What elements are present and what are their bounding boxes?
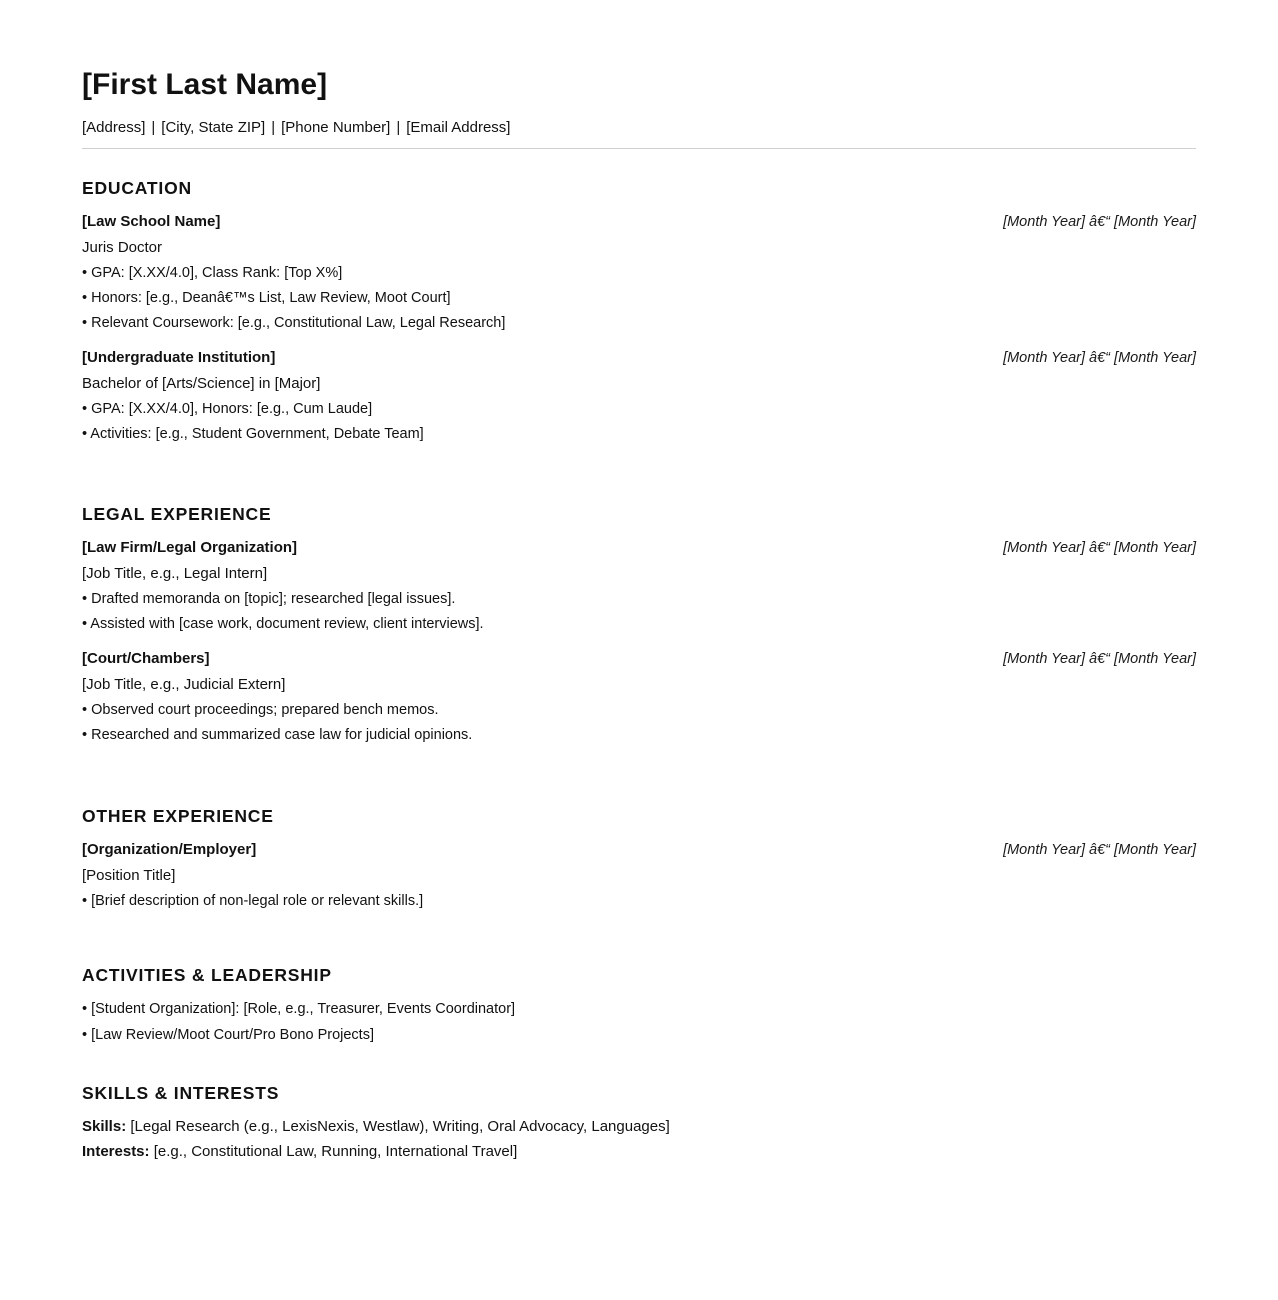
- header-divider: [82, 148, 1196, 149]
- contact-address: [Address]: [82, 119, 146, 136]
- bullet-item: • Assisted with [case work, document review, client interviews].: [82, 616, 484, 632]
- date-range: [Month Year] â€“ [Month Year]: [1003, 350, 1196, 366]
- bullet-item: • Activities: [e.g., Student Government, Debate Team]: [82, 426, 424, 442]
- candidate-name: [First Last Name]: [82, 68, 328, 101]
- section-other-experience: [82, 804, 1196, 911]
- organization-name: [Court/Chambers]: [82, 650, 210, 667]
- degree: Juris Doctor: [82, 239, 163, 256]
- contact-line: [82, 119, 510, 136]
- skills-value: [Legal Research (e.g., LexisNexis, Westlaw), Writing, Oral Advocacy, Languages]: [126, 1118, 670, 1135]
- bullet-item: • Drafted memoranda on [topic]; researched [legal issues].: [82, 591, 456, 607]
- bullet-item: • GPA: [X.XX/4.0], Class Rank: [Top X%]: [82, 265, 343, 281]
- section-heading: OTHER EXPERIENCE: [82, 806, 274, 826]
- position-title: [Position Title]: [82, 867, 176, 884]
- date-range: [Month Year] â€“ [Month Year]: [1003, 842, 1196, 858]
- education-entry: [82, 212, 1196, 333]
- section-heading: ACTIVITIES & LEADERSHIP: [82, 965, 332, 985]
- separator: |: [271, 119, 276, 136]
- interests-line: [82, 1142, 1196, 1162]
- bullet-item: • Researched and summarized case law for judicial opinions.: [82, 727, 473, 743]
- section-legal-experience: [82, 502, 1196, 745]
- separator: |: [151, 119, 156, 136]
- bullet-item: • [Law Review/Moot Court/Pro Bono Projects]: [82, 1027, 374, 1043]
- organization-name: [Law Firm/Legal Organization]: [82, 539, 298, 556]
- section-heading: LEGAL EXPERIENCE: [82, 504, 272, 524]
- experience-entry: [82, 840, 1196, 911]
- bullet-item: • GPA: [X.XX/4.0], Honors: [e.g., Cum Laude]: [82, 401, 373, 417]
- job-title: [Job Title, e.g., Judicial Extern]: [82, 676, 286, 693]
- skills-label: Skills:: [82, 1118, 127, 1135]
- section-activities-leadership: [82, 963, 1196, 1045]
- bullet-item: • Observed court proceedings; prepared bench memos.: [82, 702, 439, 718]
- institution-name: [Undergraduate Institution]: [82, 349, 276, 366]
- experience-entry: [82, 538, 1196, 634]
- education-entry: [82, 348, 1196, 444]
- separator: |: [396, 119, 401, 136]
- date-range: [Month Year] â€“ [Month Year]: [1003, 540, 1196, 556]
- section-education: [82, 176, 1196, 444]
- date-range: [Month Year] â€“ [Month Year]: [1003, 651, 1196, 667]
- bullet-item: • [Student Organization]: [Role, e.g., Treasurer, Events Coordinator]: [82, 1001, 516, 1017]
- contact-email: [Email Address]: [406, 119, 511, 136]
- experience-entry: [82, 649, 1196, 745]
- job-title: [Job Title, e.g., Legal Intern]: [82, 565, 268, 582]
- interests-value: [e.g., Constitutional Law, Running, International Travel]: [149, 1143, 518, 1160]
- institution-name: [Law School Name]: [82, 213, 221, 230]
- section-skills-interests: [82, 1081, 1196, 1162]
- skills-line: [82, 1117, 1196, 1137]
- contact-phone: [Phone Number]: [281, 119, 391, 136]
- contact-city-state-zip: [City, State ZIP]: [161, 119, 266, 136]
- date-range: [Month Year] â€“ [Month Year]: [1003, 214, 1196, 230]
- degree: Bachelor of [Arts/Science] in [Major]: [82, 375, 321, 392]
- bullet-item: • Honors: [e.g., Deanâ€™s List, Law Review, Moot Court]: [82, 290, 451, 306]
- organization-name: [Organization/Employer]: [82, 841, 257, 858]
- bullet-item: • Relevant Coursework: [e.g., Constitutional Law, Legal Research]: [82, 315, 506, 331]
- bullet-item: • [Brief description of non-legal role or relevant skills.]: [82, 893, 424, 909]
- section-heading: EDUCATION: [82, 178, 192, 198]
- section-heading: SKILLS & INTERESTS: [82, 1083, 280, 1103]
- interests-label: Interests:: [82, 1143, 150, 1160]
